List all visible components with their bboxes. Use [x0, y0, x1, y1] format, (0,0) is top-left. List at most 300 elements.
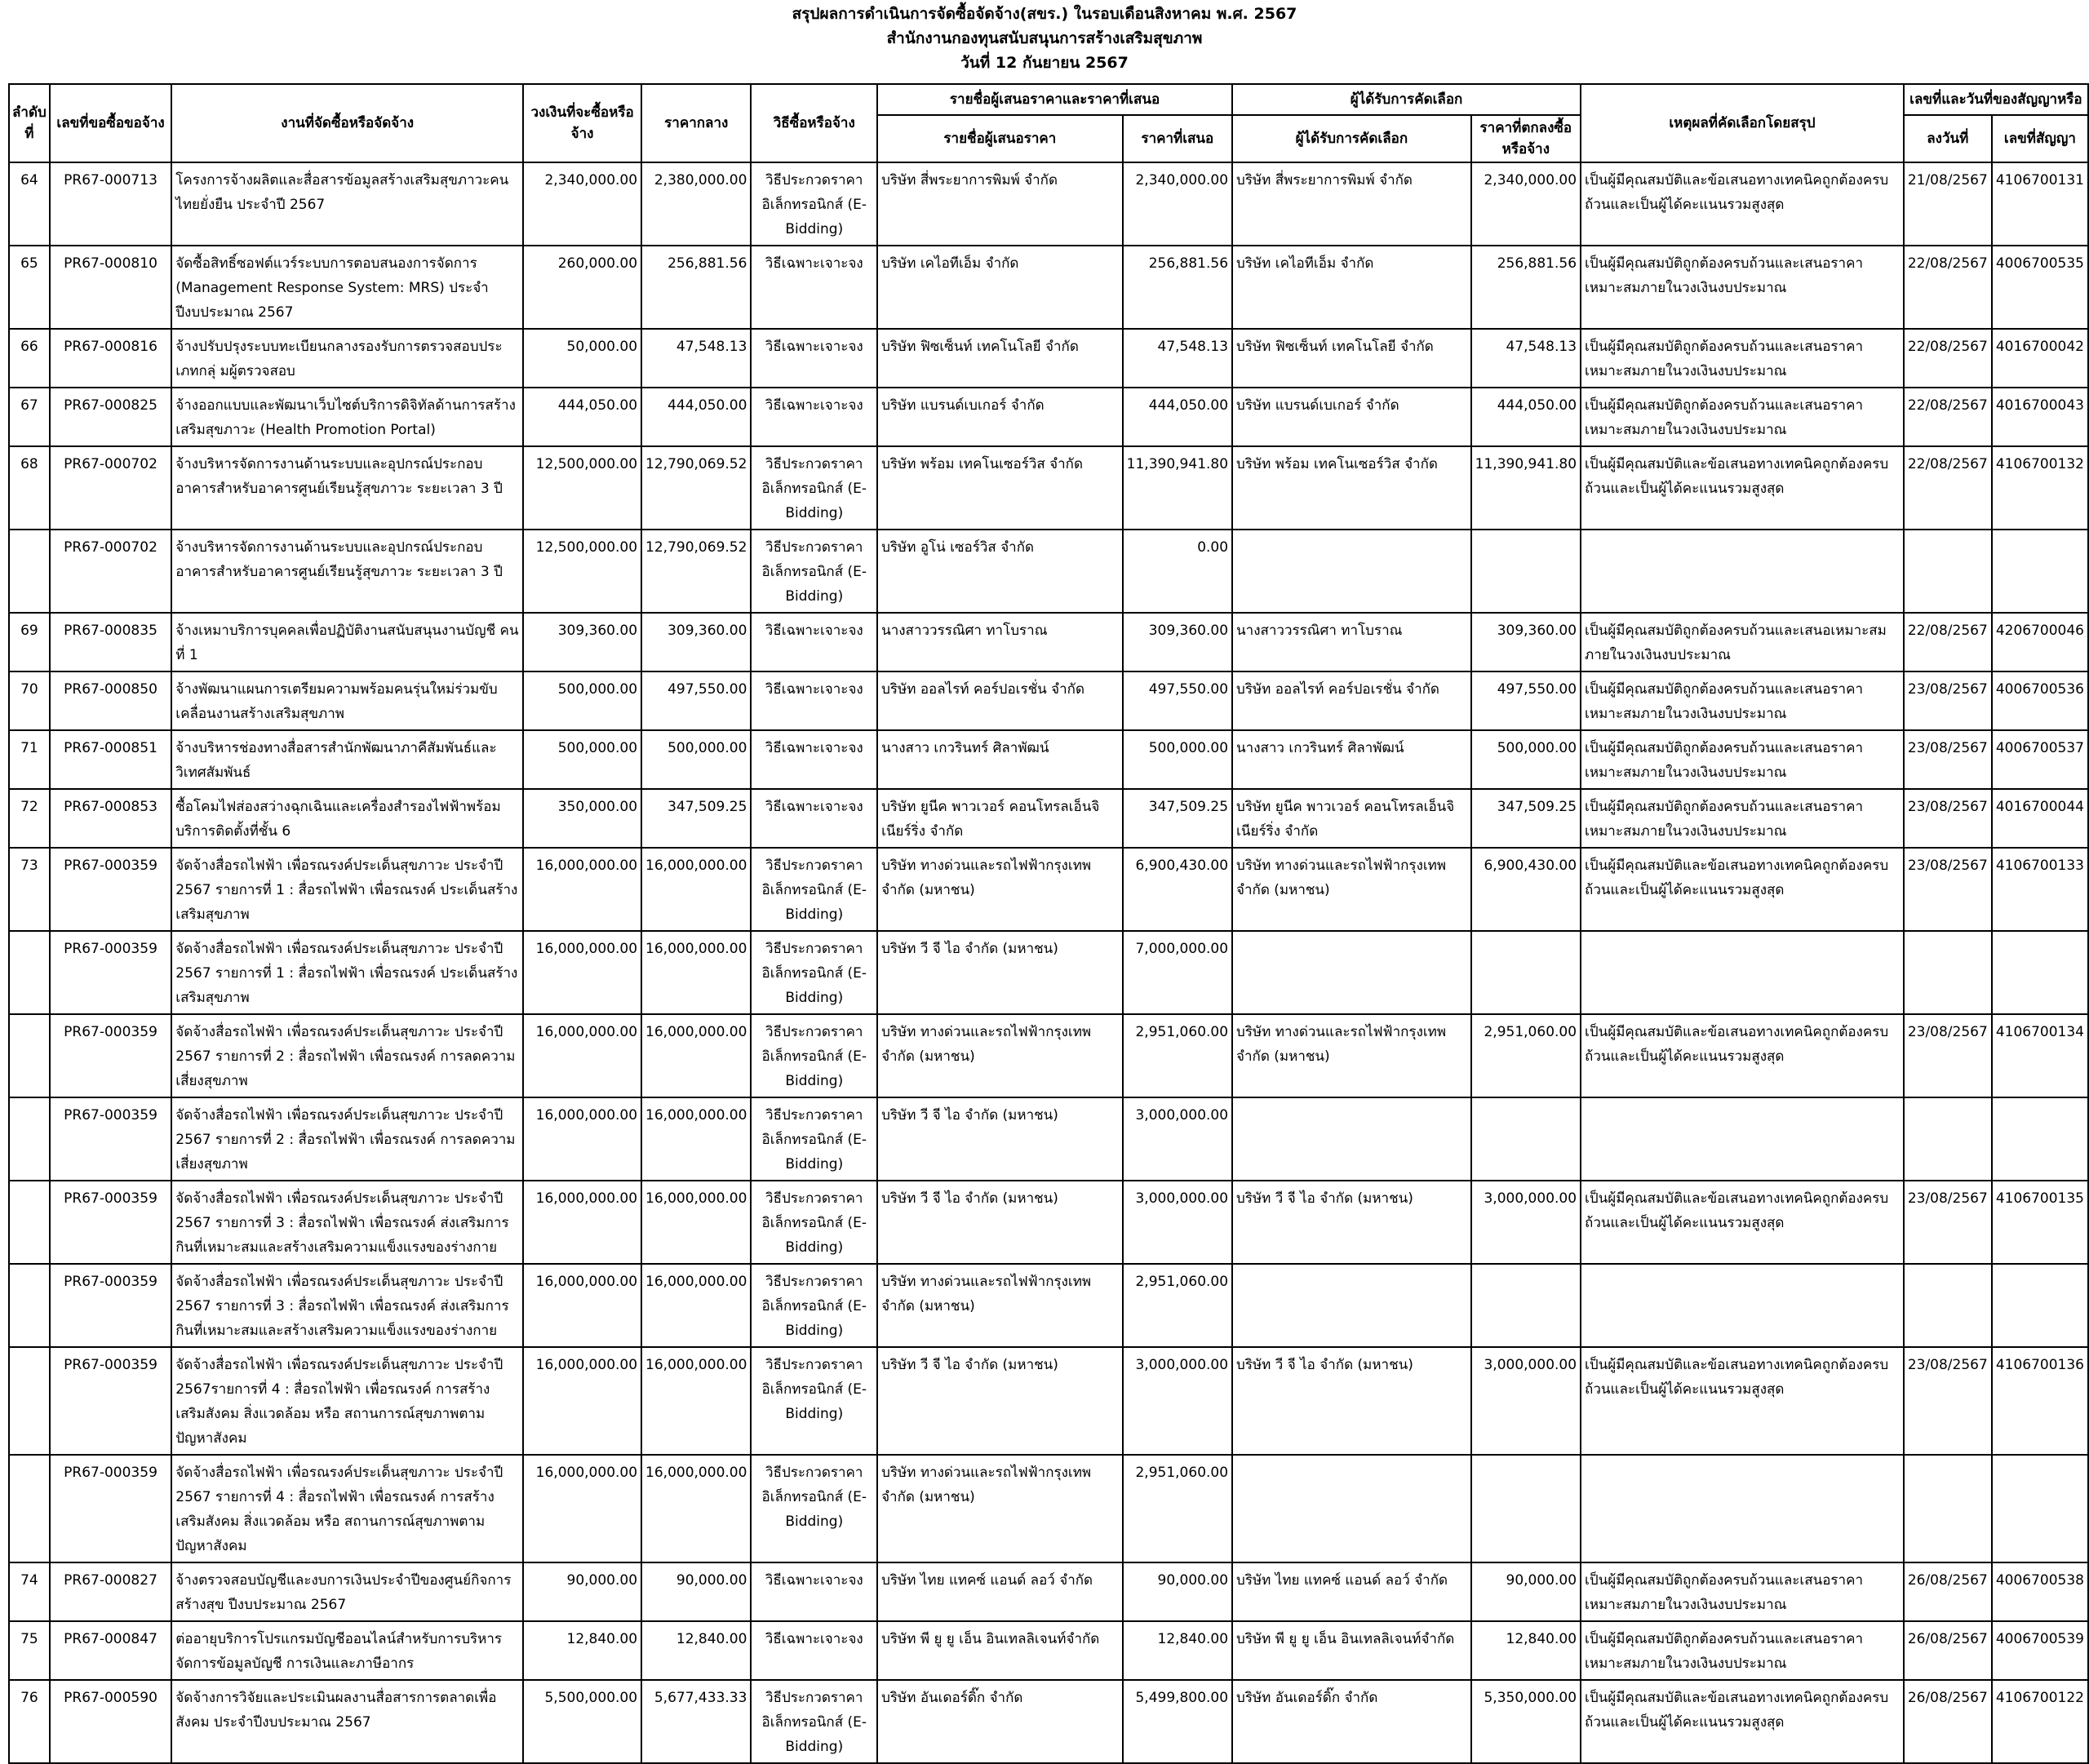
cell-bidder: บริษัท พร้อม เทคโนเซอร์วิส จำกัด — [877, 446, 1123, 530]
cell-sign-date — [1904, 1097, 1992, 1181]
cell-work: จัดจ้างสื่อรถไฟฟ้า เพื่อรณรงค์ประเด็นสุขภาวะ ประจำปี 2567 รายการที่ 3 : สื่อรถไฟฟ้า เพื่อรณรงค์ ส่งเสริมการกินที่เหมาะสมและสร้างเสริมความแข็งแรงของร่างกาย — [171, 1181, 523, 1264]
cell-bidder: บริษัท ทางด่วนและรถไฟฟ้ากรุงเทพ จำกัด (มหาชน) — [877, 1264, 1123, 1347]
cell-method: วิธีประกวดราคาอิเล็กทรอนิกส์ (E-Bidding) — [751, 1097, 877, 1181]
cell-no: 66 — [9, 329, 50, 388]
cell-offer-price: 6,900,430.00 — [1123, 848, 1232, 931]
report-title-block — [0, 0, 2089, 75]
cell-offer-price: 309,360.00 — [1123, 613, 1232, 671]
cell-bidder: บริษัท ทางด่วนและรถไฟฟ้ากรุงเทพ จำกัด (มหาชน) — [877, 1014, 1123, 1097]
cell-contract-number: 4106700122 — [1992, 1680, 2088, 1763]
cell-method: วิธีเฉพาะเจาะจง — [751, 246, 877, 329]
cell-method: วิธีประกวดราคาอิเล็กทรอนิกส์ (E-Bidding) — [751, 530, 877, 613]
cell-selected: นางสาว เกวรินทร์ ศิลาพัฒน์ — [1232, 730, 1471, 789]
cell-median-price: 16,000,000.00 — [641, 1181, 751, 1264]
table-row — [9, 246, 2088, 329]
cell-offer-price: 0.00 — [1123, 530, 1232, 613]
cell-pr-number: PR67-000816 — [50, 329, 171, 388]
table-row — [9, 931, 2088, 1014]
cell-median-price: 16,000,000.00 — [641, 848, 751, 931]
table-row — [9, 329, 2088, 388]
table-row — [9, 162, 2088, 246]
cell-budget: 16,000,000.00 — [523, 1181, 641, 1264]
cell-selected: บริษัท เคไอทีเอ็ม จำกัด — [1232, 246, 1471, 329]
col-header-agreed-price: ราคาที่ตกลงซื้อหรือจ้าง — [1471, 115, 1581, 162]
cell-agreed-price — [1471, 1097, 1581, 1181]
cell-contract-number: 4006700535 — [1992, 246, 2088, 329]
cell-pr-number: PR67-000702 — [50, 446, 171, 530]
cell-pr-number: PR67-000359 — [50, 1264, 171, 1347]
cell-offer-price: 500,000.00 — [1123, 730, 1232, 789]
table-row — [9, 446, 2088, 530]
cell-reason: เป็นผู้มีคุณสมบัติและข้อเสนอทางเทคนิคถูกต้องครบถ้วนและเป็นผู้ได้คะแนนรวมสูงสุด — [1581, 1680, 1904, 1763]
cell-pr-number: PR67-000853 — [50, 789, 171, 848]
cell-median-price: 47,548.13 — [641, 329, 751, 388]
cell-budget: 350,000.00 — [523, 789, 641, 848]
cell-offer-price: 90,000.00 — [1123, 1562, 1232, 1621]
cell-agreed-price — [1471, 1264, 1581, 1347]
cell-budget: 12,500,000.00 — [523, 530, 641, 613]
cell-method: วิธีประกวดราคาอิเล็กทรอนิกส์ (E-Bidding) — [751, 848, 877, 931]
cell-bidder: บริษัท วี จี ไอ จำกัด (มหาชน) — [877, 1097, 1123, 1181]
cell-agreed-price: 256,881.56 — [1471, 246, 1581, 329]
cell-no: 64 — [9, 162, 50, 246]
cell-no — [9, 530, 50, 613]
cell-work: จ้างเหมาบริการบุคคลเพื่อปฏิบัติงานสนับสนุนงานบัญชี คนที่ 1 — [171, 613, 523, 671]
cell-sign-date: 26/08/2567 — [1904, 1562, 1992, 1621]
cell-median-price: 90,000.00 — [641, 1562, 751, 1621]
cell-offer-price: 2,951,060.00 — [1123, 1264, 1232, 1347]
cell-reason: เป็นผู้มีคุณสมบัติและข้อเสนอทางเทคนิคถูกต้องครบถ้วนและเป็นผู้ได้คะแนนรวมสูงสุด — [1581, 162, 1904, 246]
cell-median-price: 16,000,000.00 — [641, 1347, 751, 1455]
cell-agreed-price — [1471, 530, 1581, 613]
cell-bidder: บริษัท วี จี ไอ จำกัด (มหาชน) — [877, 1347, 1123, 1455]
cell-agreed-price: 6,900,430.00 — [1471, 848, 1581, 931]
cell-method: วิธีเฉพาะเจาะจง — [751, 613, 877, 671]
cell-pr-number: PR67-000835 — [50, 613, 171, 671]
cell-budget: 16,000,000.00 — [523, 1014, 641, 1097]
cell-no — [9, 1097, 50, 1181]
cell-method: วิธีเฉพาะเจาะจง — [751, 671, 877, 730]
cell-bidder: บริษัท เคไอทีเอ็ม จำกัด — [877, 246, 1123, 329]
cell-contract-number — [1992, 1264, 2088, 1347]
cell-bidder: นางสาววรรณิศา ทาโบราณ — [877, 613, 1123, 671]
cell-selected: บริษัท ไทย แทคซ์ แอนด์ ลอว์ จำกัด — [1232, 1562, 1471, 1621]
cell-median-price: 16,000,000.00 — [641, 1097, 751, 1181]
table-row — [9, 1264, 2088, 1347]
cell-median-price: 12,790,069.52 — [641, 446, 751, 530]
cell-no: 70 — [9, 671, 50, 730]
cell-budget: 500,000.00 — [523, 730, 641, 789]
cell-sign-date: 23/08/2567 — [1904, 1347, 1992, 1455]
cell-agreed-price: 444,050.00 — [1471, 388, 1581, 446]
cell-budget: 309,360.00 — [523, 613, 641, 671]
cell-contract-number — [1992, 931, 2088, 1014]
cell-agreed-price: 347,509.25 — [1471, 789, 1581, 848]
cell-budget: 16,000,000.00 — [523, 848, 641, 931]
cell-budget: 90,000.00 — [523, 1562, 641, 1621]
cell-work: จ้างบริหารช่องทางสื่อสารสำนักพัฒนาภาคีสัมพันธ์และวิเทศสัมพันธ์ — [171, 730, 523, 789]
cell-sign-date: 22/08/2567 — [1904, 329, 1992, 388]
cell-work: จ้างออกแบบและพัฒนาเว็บไซต์บริการดิจิทัลด้านการสร้างเสริมสุขภาวะ (Health Promotion Portal) — [171, 388, 523, 446]
cell-agreed-price — [1471, 931, 1581, 1014]
cell-budget: 444,050.00 — [523, 388, 641, 446]
cell-contract-number — [1992, 1097, 2088, 1181]
cell-pr-number: PR67-000825 — [50, 388, 171, 446]
cell-bidder: บริษัท ยูนีค พาวเวอร์ คอนโทรลเอ็นจิเนียร์ริ่ง จำกัด — [877, 789, 1123, 848]
report-date: วันที่ 12 กันยายน 2567 — [960, 54, 1129, 72]
cell-work: จัดจ้างสื่อรถไฟฟ้า เพื่อรณรงค์ประเด็นสุขภาวะ ประจำปี 2567รายการที่ 4 : สื่อรถไฟฟ้า เพื่อรณรงค์ การสร้างเสริมสังคม สิ่งแวดล้อม หรือ สถานการณ์สุขภาพตามปัญหาสังคม — [171, 1347, 523, 1455]
cell-contract-number: 4106700133 — [1992, 848, 2088, 931]
cell-sign-date: 23/08/2567 — [1904, 730, 1992, 789]
cell-no: 75 — [9, 1621, 50, 1680]
table-row — [9, 1455, 2088, 1562]
cell-method: วิธีประกวดราคาอิเล็กทรอนิกส์ (E-Bidding) — [751, 1347, 877, 1455]
cell-bidder: บริษัท วี จี ไอ จำกัด (มหาชน) — [877, 1181, 1123, 1264]
table-row — [9, 1562, 2088, 1621]
table-row — [9, 1621, 2088, 1680]
cell-work: จัดจ้างสื่อรถไฟฟ้า เพื่อรณรงค์ประเด็นสุขภาวะ ประจำปี 2567 รายการที่ 1 : สื่อรถไฟฟ้า เพื่อรณรงค์ ประเด็นสร้างเสริมสุขภาพ — [171, 931, 523, 1014]
table-row — [9, 1680, 2088, 1763]
cell-pr-number: PR67-000359 — [50, 1347, 171, 1455]
cell-method: วิธีประกวดราคาอิเล็กทรอนิกส์ (E-Bidding) — [751, 162, 877, 246]
organization-name: สำนักงานกองทุนสนับสนุนการสร้างเสริมสุขภาพ — [886, 29, 1203, 47]
cell-budget: 5,500,000.00 — [523, 1680, 641, 1763]
cell-offer-price: 497,550.00 — [1123, 671, 1232, 730]
cell-pr-number: PR67-000713 — [50, 162, 171, 246]
cell-work: จ้างตรวจสอบบัญชีและงบการเงินประจำปีของศูนย์กิจการสร้างสุข ปีงบประมาณ 2567 — [171, 1562, 523, 1621]
cell-agreed-price: 3,000,000.00 — [1471, 1347, 1581, 1455]
cell-contract-number: 4106700132 — [1992, 446, 2088, 530]
cell-selected: บริษัท ยูนีค พาวเวอร์ คอนโทรลเอ็นจิเนียร์ริ่ง จำกัด — [1232, 789, 1471, 848]
cell-median-price: 16,000,000.00 — [641, 1014, 751, 1097]
cell-bidder: บริษัท ทางด่วนและรถไฟฟ้ากรุงเทพ จำกัด (มหาชน) — [877, 1455, 1123, 1562]
cell-median-price: 16,000,000.00 — [641, 931, 751, 1014]
table-row — [9, 388, 2088, 446]
cell-contract-number — [1992, 530, 2088, 613]
cell-reason: เป็นผู้มีคุณสมบัติถูกต้องครบถ้วนและเสนอราคาเหมาะสมภายในวงเงินงบประมาณ — [1581, 388, 1904, 446]
cell-sign-date: 23/08/2567 — [1904, 789, 1992, 848]
cell-median-price: 12,840.00 — [641, 1621, 751, 1680]
col-header-pr-number: เลขที่ขอซื้อขอจ้าง — [50, 84, 171, 162]
cell-reason: เป็นผู้มีคุณสมบัติถูกต้องครบถ้วนและเสนอราคาเหมาะสมภายในวงเงินงบประมาณ — [1581, 1621, 1904, 1680]
cell-agreed-price: 47,548.13 — [1471, 329, 1581, 388]
col-header-contract-number: เลขที่สัญญา — [1992, 115, 2088, 162]
cell-method: วิธีเฉพาะเจาะจง — [751, 730, 877, 789]
cell-reason — [1581, 1097, 1904, 1181]
cell-median-price: 16,000,000.00 — [641, 1264, 751, 1347]
cell-sign-date: 23/08/2567 — [1904, 671, 1992, 730]
cell-budget: 16,000,000.00 — [523, 1455, 641, 1562]
cell-offer-price: 11,390,941.80 — [1123, 446, 1232, 530]
cell-offer-price: 12,840.00 — [1123, 1621, 1232, 1680]
cell-selected: บริษัท พี ยู ยู เอ็น อินเทลลิเจนท์จำกัด — [1232, 1621, 1471, 1680]
col-header-median-price: ราคากลาง — [641, 84, 751, 162]
cell-contract-number — [1992, 1455, 2088, 1562]
cell-sign-date: 22/08/2567 — [1904, 446, 1992, 530]
cell-bidder: นางสาว เกวรินทร์ ศิลาพัฒน์ — [877, 730, 1123, 789]
cell-no: 76 — [9, 1680, 50, 1763]
cell-median-price: 16,000,000.00 — [641, 1455, 751, 1562]
cell-selected — [1232, 1455, 1471, 1562]
col-header-selected-group: ผู้ได้รับการคัดเลือก — [1232, 84, 1581, 115]
cell-median-price: 5,677,433.33 — [641, 1680, 751, 1763]
cell-budget: 16,000,000.00 — [523, 1347, 641, 1455]
col-header-contract-group: เลขที่และวันที่ของสัญญาหรือ — [1904, 84, 2088, 115]
cell-reason: เป็นผู้มีคุณสมบัติถูกต้องครบถ้วนและเสนอราคาเหมาะสมภายในวงเงินงบประมาณ — [1581, 329, 1904, 388]
cell-pr-number: PR67-000851 — [50, 730, 171, 789]
cell-no: 67 — [9, 388, 50, 446]
table-row — [9, 671, 2088, 730]
cell-sign-date — [1904, 1264, 1992, 1347]
cell-selected: บริษัท ทางด่วนและรถไฟฟ้ากรุงเทพ จำกัด (มหาชน) — [1232, 1014, 1471, 1097]
cell-method: วิธีประกวดราคาอิเล็กทรอนิกส์ (E-Bidding) — [751, 1680, 877, 1763]
cell-work: จัดจ้างสื่อรถไฟฟ้า เพื่อรณรงค์ประเด็นสุขภาวะ ประจำปี 2567 รายการที่ 2 : สื่อรถไฟฟ้า เพื่อรณรงค์ การลดความเสี่ยงสุขภาพ — [171, 1014, 523, 1097]
cell-no — [9, 1014, 50, 1097]
table-row — [9, 530, 2088, 613]
cell-selected: นางสาววรรณิศา ทาโบราณ — [1232, 613, 1471, 671]
cell-method: วิธีเฉพาะเจาะจง — [751, 1621, 877, 1680]
cell-method: วิธีประกวดราคาอิเล็กทรอนิกส์ (E-Bidding) — [751, 1264, 877, 1347]
cell-budget: 50,000.00 — [523, 329, 641, 388]
cell-reason: เป็นผู้มีคุณสมบัติถูกต้องครบถ้วนและเสนอราคาเหมาะสมภายในวงเงินงบประมาณ — [1581, 730, 1904, 789]
cell-agreed-price: 2,340,000.00 — [1471, 162, 1581, 246]
cell-budget: 16,000,000.00 — [523, 931, 641, 1014]
cell-work: จัดจ้างการวิจัยและประเมินผลงานสื่อสารการตลาดเพื่อสังคม ประจำปีงบประมาณ 2567 — [171, 1680, 523, 1763]
cell-selected: บริษัท ออลไรท์ คอร์ปอเรชั่น จำกัด — [1232, 671, 1471, 730]
cell-agreed-price: 2,951,060.00 — [1471, 1014, 1581, 1097]
cell-median-price: 309,360.00 — [641, 613, 751, 671]
cell-selected — [1232, 1264, 1471, 1347]
cell-offer-price: 3,000,000.00 — [1123, 1347, 1232, 1455]
cell-contract-number: 4106700135 — [1992, 1181, 2088, 1264]
cell-sign-date: 26/08/2567 — [1904, 1621, 1992, 1680]
col-header-budget: วงเงินที่จะซื้อหรือจ้าง — [523, 84, 641, 162]
cell-reason: เป็นผู้มีคุณสมบัติและข้อเสนอทางเทคนิคถูกต้องครบถ้วนและเป็นผู้ได้คะแนนรวมสูงสุด — [1581, 446, 1904, 530]
cell-pr-number: PR67-000847 — [50, 1621, 171, 1680]
cell-contract-number: 4016700042 — [1992, 329, 2088, 388]
cell-work: จ้างบริหารจัดการงานด้านระบบและอุปกรณ์ประกอบอาคารสำหรับอาคารศูนย์เรียนรู้สุขภาวะ ระยะเวลา 3 ปี — [171, 446, 523, 530]
cell-sign-date: 23/08/2567 — [1904, 848, 1992, 931]
table-row — [9, 1097, 2088, 1181]
table-row — [9, 613, 2088, 671]
cell-median-price: 2,380,000.00 — [641, 162, 751, 246]
cell-median-price: 497,550.00 — [641, 671, 751, 730]
cell-method: วิธีประกวดราคาอิเล็กทรอนิกส์ (E-Bidding) — [751, 446, 877, 530]
cell-offer-price: 256,881.56 — [1123, 246, 1232, 329]
col-header-selected: ผู้ได้รับการคัดเลือก — [1232, 115, 1471, 162]
cell-reason: เป็นผู้มีคุณสมบัติถูกต้องครบถ้วนและเสนอเหมาะสมภายในวงเงินงบประมาณ — [1581, 613, 1904, 671]
cell-reason — [1581, 1264, 1904, 1347]
cell-bidder: บริษัท ไทย แทคซ์ แอนด์ ลอว์ จำกัด — [877, 1562, 1123, 1621]
cell-no: 69 — [9, 613, 50, 671]
cell-agreed-price: 3,000,000.00 — [1471, 1181, 1581, 1264]
cell-agreed-price — [1471, 1455, 1581, 1562]
cell-sign-date — [1904, 530, 1992, 613]
cell-method: วิธีเฉพาะเจาะจง — [751, 329, 877, 388]
cell-selected — [1232, 1097, 1471, 1181]
cell-budget: 16,000,000.00 — [523, 1097, 641, 1181]
cell-bidder: บริษัท อูโน่ เซอร์วิส จำกัด — [877, 530, 1123, 613]
cell-offer-price: 2,340,000.00 — [1123, 162, 1232, 246]
cell-budget: 16,000,000.00 — [523, 1264, 641, 1347]
cell-sign-date: 21/08/2567 — [1904, 162, 1992, 246]
cell-agreed-price: 500,000.00 — [1471, 730, 1581, 789]
cell-contract-number: 4006700536 — [1992, 671, 2088, 730]
cell-sign-date — [1904, 931, 1992, 1014]
cell-offer-price: 7,000,000.00 — [1123, 931, 1232, 1014]
cell-selected — [1232, 530, 1471, 613]
cell-contract-number: 4006700539 — [1992, 1621, 2088, 1680]
cell-reason — [1581, 1455, 1904, 1562]
cell-work: จัดจ้างสื่อรถไฟฟ้า เพื่อรณรงค์ประเด็นสุขภาวะ ประจำปี 2567 รายการที่ 1 : สื่อรถไฟฟ้า เพื่อรณรงค์ ประเด็นสร้างเสริมสุขภาพ — [171, 848, 523, 931]
cell-work: จ้างปรับปรุงระบบทะเบียนกลางรองรับการตรวจสอบประเภทกลุ่ มผู้ตรวจสอบ — [171, 329, 523, 388]
cell-offer-price: 3,000,000.00 — [1123, 1097, 1232, 1181]
cell-bidder: บริษัท พี ยู ยู เอ็น อินเทลลิเจนท์จำกัด — [877, 1621, 1123, 1680]
cell-method: วิธีประกวดราคาอิเล็กทรอนิกส์ (E-Bidding) — [751, 1181, 877, 1264]
cell-offer-price: 2,951,060.00 — [1123, 1014, 1232, 1097]
cell-agreed-price: 5,350,000.00 — [1471, 1680, 1581, 1763]
cell-budget: 260,000.00 — [523, 246, 641, 329]
cell-contract-number: 4016700044 — [1992, 789, 2088, 848]
col-header-bidder: รายชื่อผู้เสนอราคา — [877, 115, 1123, 162]
cell-sign-date: 22/08/2567 — [1904, 388, 1992, 446]
cell-pr-number: PR67-000359 — [50, 1181, 171, 1264]
cell-work: จัดจ้างสื่อรถไฟฟ้า เพื่อรณรงค์ประเด็นสุขภาวะ ประจำปี 2567 รายการที่ 3 : สื่อรถไฟฟ้า เพื่อรณรงค์ ส่งเสริมการกินที่เหมาะสมและสร้างเสริมความแข็งแรงของร่างกาย — [171, 1264, 523, 1347]
cell-selected: บริษัท อันเดอร์ดิ๊ก จำกัด — [1232, 1680, 1471, 1763]
cell-sign-date: 22/08/2567 — [1904, 613, 1992, 671]
cell-selected — [1232, 931, 1471, 1014]
cell-agreed-price: 309,360.00 — [1471, 613, 1581, 671]
cell-pr-number: PR67-000359 — [50, 1097, 171, 1181]
cell-work: จ้างบริหารจัดการงานด้านระบบและอุปกรณ์ประกอบอาคารสำหรับอาคารศูนย์เรียนรู้สุขภาวะ ระยะเวลา 3 ปี — [171, 530, 523, 613]
cell-method: วิธีเฉพาะเจาะจง — [751, 388, 877, 446]
cell-work: ต่ออายุบริการโปรแกรมบัญชีออนไลน์สำหรับการบริหารจัดการข้อมูลบัญชี การเงินและภาษีอากร — [171, 1621, 523, 1680]
cell-bidder: บริษัท ฟิซเซ็นท์ เทคโนโลยี จำกัด — [877, 329, 1123, 388]
cell-bidder: บริษัท ทางด่วนและรถไฟฟ้ากรุงเทพ จำกัด (มหาชน) — [877, 848, 1123, 931]
cell-reason: เป็นผู้มีคุณสมบัติถูกต้องครบถ้วนและเสนอราคาเหมาะสมภายในวงเงินงบประมาณ — [1581, 671, 1904, 730]
cell-median-price: 256,881.56 — [641, 246, 751, 329]
table-row — [9, 789, 2088, 848]
cell-selected: บริษัท ทางด่วนและรถไฟฟ้ากรุงเทพ จำกัด (มหาชน) — [1232, 848, 1471, 931]
cell-contract-number: 4106700136 — [1992, 1347, 2088, 1455]
cell-reason: เป็นผู้มีคุณสมบัติถูกต้องครบถ้วนและเสนอราคาเหมาะสมภายในวงเงินงบประมาณ — [1581, 246, 1904, 329]
cell-sign-date: 23/08/2567 — [1904, 1181, 1992, 1264]
cell-no — [9, 1181, 50, 1264]
cell-bidder: บริษัท วี จี ไอ จำกัด (มหาชน) — [877, 931, 1123, 1014]
table-row — [9, 1181, 2088, 1264]
cell-selected: บริษัท พร้อม เทคโนเซอร์วิส จำกัด — [1232, 446, 1471, 530]
cell-budget: 2,340,000.00 — [523, 162, 641, 246]
procurement-table — [8, 83, 2089, 1764]
cell-method: วิธีประกวดราคาอิเล็กทรอนิกส์ (E-Bidding) — [751, 1014, 877, 1097]
table-row — [9, 730, 2088, 789]
cell-median-price: 444,050.00 — [641, 388, 751, 446]
cell-pr-number: PR67-000827 — [50, 1562, 171, 1621]
cell-no: 68 — [9, 446, 50, 530]
cell-sign-date: 23/08/2567 — [1904, 1014, 1992, 1097]
cell-median-price: 347,509.25 — [641, 789, 751, 848]
cell-no: 73 — [9, 848, 50, 931]
cell-sign-date: 22/08/2567 — [1904, 246, 1992, 329]
cell-offer-price: 5,499,800.00 — [1123, 1680, 1232, 1763]
cell-median-price: 500,000.00 — [641, 730, 751, 789]
table-row — [9, 848, 2088, 931]
cell-no: 74 — [9, 1562, 50, 1621]
col-header-reason: เหตุผลที่คัดเลือกโดยสรุป — [1581, 84, 1904, 162]
cell-work: โครงการจ้างผลิตและสื่อสารข้อมูลสร้างเสริมสุขภาวะคนไทยยั่งยืน ประจำปี 2567 — [171, 162, 523, 246]
cell-contract-number: 4006700537 — [1992, 730, 2088, 789]
cell-reason: เป็นผู้มีคุณสมบัติถูกต้องครบถ้วนและเสนอราคาเหมาะสมภายในวงเงินงบประมาณ — [1581, 789, 1904, 848]
cell-selected: บริษัท วี จี ไอ จำกัด (มหาชน) — [1232, 1181, 1471, 1264]
cell-bidder: บริษัท แบรนด์เบเกอร์ จำกัด — [877, 388, 1123, 446]
cell-contract-number: 4206700046 — [1992, 613, 2088, 671]
cell-reason: เป็นผู้มีคุณสมบัติถูกต้องครบถ้วนและเสนอราคาเหมาะสมภายในวงเงินงบประมาณ — [1581, 1562, 1904, 1621]
cell-selected: บริษัท แบรนด์เบเกอร์ จำกัด — [1232, 388, 1471, 446]
cell-agreed-price: 90,000.00 — [1471, 1562, 1581, 1621]
cell-reason — [1581, 530, 1904, 613]
cell-pr-number: PR67-000359 — [50, 931, 171, 1014]
cell-reason: เป็นผู้มีคุณสมบัติและข้อเสนอทางเทคนิคถูกต้องครบถ้วนและเป็นผู้ได้คะแนนรวมสูงสุด — [1581, 848, 1904, 931]
cell-method: วิธีเฉพาะเจาะจง — [751, 789, 877, 848]
cell-reason: เป็นผู้มีคุณสมบัติและข้อเสนอทางเทคนิคถูกต้องครบถ้วนและเป็นผู้ได้คะแนนรวมสูงสุด — [1581, 1014, 1904, 1097]
cell-no: 65 — [9, 246, 50, 329]
table-row — [9, 1347, 2088, 1455]
col-header-sign-date: ลงวันที่ — [1904, 115, 1992, 162]
col-header-no: ลำดับที่ — [9, 84, 50, 162]
cell-no — [9, 931, 50, 1014]
cell-pr-number: PR67-000810 — [50, 246, 171, 329]
cell-selected: บริษัท วี จี ไอ จำกัด (มหาชน) — [1232, 1347, 1471, 1455]
cell-offer-price: 47,548.13 — [1123, 329, 1232, 388]
cell-selected: บริษัท ฟิซเซ็นท์ เทคโนโลยี จำกัด — [1232, 329, 1471, 388]
cell-contract-number: 4106700131 — [1992, 162, 2088, 246]
col-header-offer-price: ราคาที่เสนอ — [1123, 115, 1232, 162]
cell-budget: 12,840.00 — [523, 1621, 641, 1680]
cell-pr-number: PR67-000359 — [50, 848, 171, 931]
cell-budget: 12,500,000.00 — [523, 446, 641, 530]
cell-agreed-price: 12,840.00 — [1471, 1621, 1581, 1680]
cell-work: จัดจ้างสื่อรถไฟฟ้า เพื่อรณรงค์ประเด็นสุขภาวะ ประจำปี 2567 รายการที่ 4 : สื่อรถไฟฟ้า เพื่อรณรงค์ การสร้างเสริมสังคม สิ่งแวดล้อม หรือ สถานการณ์สุขภาพตามปัญหาสังคม — [171, 1455, 523, 1562]
cell-bidder: บริษัท สี่พระยาการพิมพ์ จำกัด — [877, 162, 1123, 246]
cell-work: จัดจ้างสื่อรถไฟฟ้า เพื่อรณรงค์ประเด็นสุขภาวะ ประจำปี 2567 รายการที่ 2 : สื่อรถไฟฟ้า เพื่อรณรงค์ การลดความเสี่ยงสุขภาพ — [171, 1097, 523, 1181]
cell-method: วิธีเฉพาะเจาะจง — [751, 1562, 877, 1621]
cell-no — [9, 1347, 50, 1455]
cell-reason — [1581, 931, 1904, 1014]
table-header — [9, 84, 2088, 162]
cell-pr-number: PR67-000590 — [50, 1680, 171, 1763]
cell-no: 71 — [9, 730, 50, 789]
cell-offer-price: 444,050.00 — [1123, 388, 1232, 446]
col-header-work: งานที่จัดซื้อหรือจัดจ้าง — [171, 84, 523, 162]
cell-contract-number: 4006700538 — [1992, 1562, 2088, 1621]
col-header-method: วิธีซื้อหรือจ้าง — [751, 84, 877, 162]
cell-sign-date — [1904, 1455, 1992, 1562]
cell-contract-number: 4106700134 — [1992, 1014, 2088, 1097]
cell-bidder: บริษัท ออลไรท์ คอร์ปอเรชั่น จำกัด — [877, 671, 1123, 730]
cell-pr-number: PR67-000850 — [50, 671, 171, 730]
cell-budget: 500,000.00 — [523, 671, 641, 730]
cell-contract-number: 4016700043 — [1992, 388, 2088, 446]
cell-no — [9, 1455, 50, 1562]
cell-pr-number: PR67-000359 — [50, 1014, 171, 1097]
report-title: สรุปผลการดำเนินการจัดซื้อจัดจ้าง(สขร.) ในรอบเดือนสิงหาคม พ.ศ. 2567 — [792, 5, 1297, 23]
cell-method: วิธีประกวดราคาอิเล็กทรอนิกส์ (E-Bidding) — [751, 1455, 877, 1562]
cell-work: ซื้อโคมไฟส่องสว่างฉุกเฉินและเครื่องสำรองไฟฟ้าพร้อมบริการติดตั้งที่ชั้น 6 — [171, 789, 523, 848]
table-row — [9, 1014, 2088, 1097]
cell-offer-price: 347,509.25 — [1123, 789, 1232, 848]
cell-offer-price: 3,000,000.00 — [1123, 1181, 1232, 1264]
cell-offer-price: 2,951,060.00 — [1123, 1455, 1232, 1562]
